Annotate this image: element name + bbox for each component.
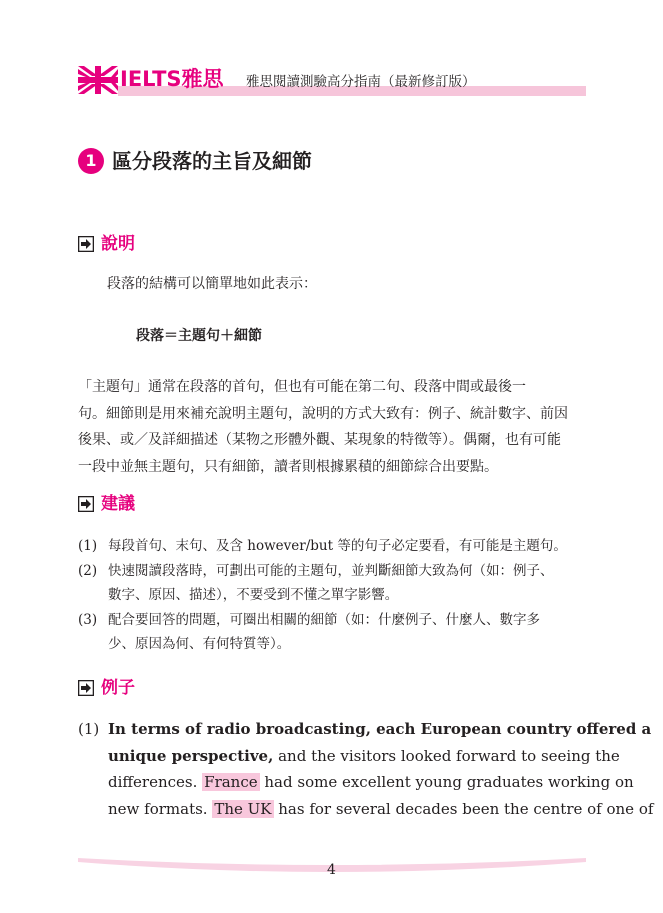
page-header	[78, 66, 586, 98]
item-line: 數字、原因、描述），不要受到不懂之單字影響。	[108, 587, 399, 603]
explanation-paragraph	[78, 374, 590, 480]
section-title: 例子	[101, 678, 135, 698]
example-line	[108, 796, 654, 823]
arrow-right-box-icon	[78, 680, 94, 696]
example-text: new formats.	[108, 799, 213, 818]
intro-text: 段落的結構可以簡單地如此表示：	[107, 276, 317, 292]
highlighted-text: The UK	[214, 799, 272, 818]
section-title: 說明	[101, 234, 135, 254]
bold-text: unique perspective,	[108, 746, 274, 765]
formula-text: 段落＝主題句＋細節	[136, 328, 262, 344]
list-item	[78, 559, 590, 608]
example-item	[78, 716, 654, 822]
chapter-number-badge: 1	[78, 148, 104, 174]
example-text: has for several decades been the centre of one of	[273, 799, 654, 818]
example-line	[108, 769, 634, 796]
item-number: (2)	[78, 562, 98, 579]
list-item	[78, 608, 590, 657]
list-item	[78, 534, 590, 559]
example-line	[108, 743, 620, 770]
item-line: 快速閱讀段落時，可劃出可能的主題句，並判斷細節大致為何（如：例子、	[108, 562, 554, 579]
book-title: 雅思閱讀測驗高分指南（最新修訂版）	[246, 74, 476, 90]
example-text: and the visitors looked forward to seeing the	[273, 746, 620, 765]
paragraph-line: 「主題句」通常在段落的首句，但也有可能在第二句、段落中間或最後一	[78, 379, 526, 395]
item-line: 每段首句、末句、及含 however/but 等的句子必定要看，有可能是主題句。	[108, 538, 567, 554]
chapter-title: 區分段落的主旨及細節	[112, 149, 312, 173]
example-text: had some excellent young graduates working on	[259, 773, 634, 791]
arrow-right-box-icon	[78, 236, 94, 252]
suggestion-list	[78, 534, 590, 657]
item-number: (1)	[78, 720, 100, 738]
item-number: (1)	[78, 538, 98, 554]
page-number: 4	[327, 862, 336, 878]
item-line: 少、原因為何、有何特質等）。	[108, 636, 291, 652]
section-title: 建議	[101, 494, 135, 514]
paragraph-line: 句。細節則是用來補充說明主題句，說明的方式大致有：例子、統計數字、前因	[78, 405, 568, 422]
paragraph-line: 後果、或／及詳細描述（某物之形體外觀、某現象的特徵等）。偶爾，也有可能	[78, 432, 561, 448]
item-number: (3)	[78, 611, 98, 628]
union-jack-flag-icon	[78, 66, 118, 94]
example-text: differences.	[108, 773, 203, 791]
example-line	[108, 716, 652, 743]
arrow-right-box-icon	[78, 496, 94, 512]
item-line: 配合要回答的問題，可圈出相關的細節（如：什麼例子、什麼人、數字多	[108, 611, 540, 628]
brand-logo: IELTS雅思	[120, 67, 224, 91]
bold-text: In terms of radio broadcasting, each European country offered a	[108, 720, 652, 738]
highlighted-text: France	[204, 773, 258, 791]
paragraph-line: 一段中並無主題句，只有細節，讀者則根據累積的細節綜合出要點。	[78, 458, 498, 475]
